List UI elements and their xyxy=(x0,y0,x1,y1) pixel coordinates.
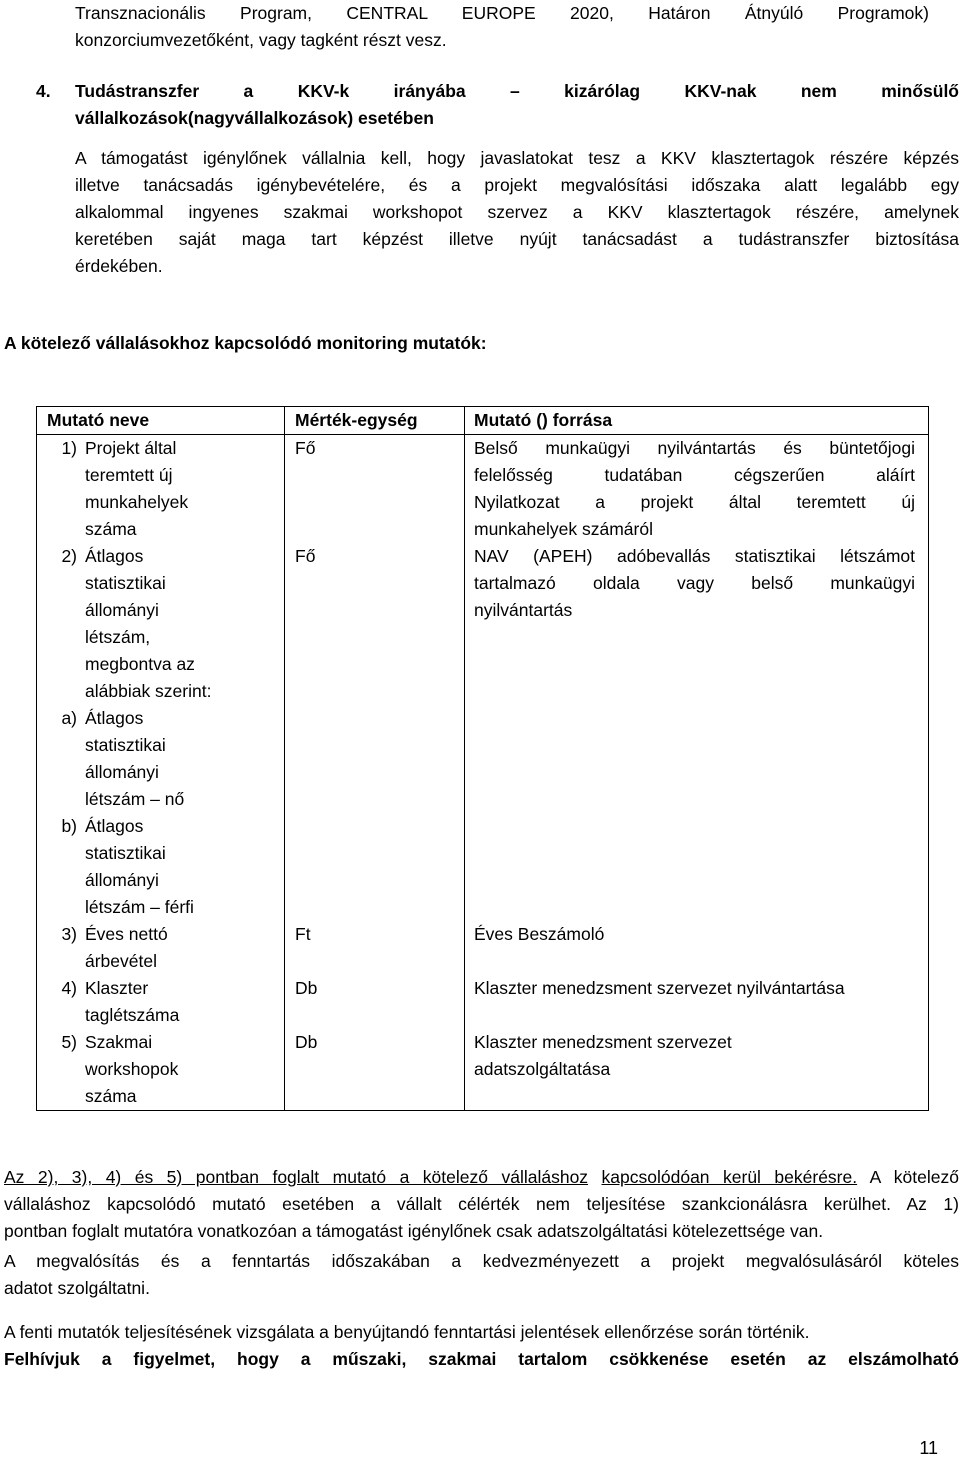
indicator-line: Projekt által xyxy=(85,438,177,458)
note-line-3: pontban foglalt mutatóra vonatkozóan a támogatást igénylőnek csak adatszolgáltatási kötelezettsége van. xyxy=(4,1221,824,1241)
indicator-line: Klaszter xyxy=(85,978,149,998)
indicator-item xyxy=(37,543,284,705)
indicator-line: létszám – nő xyxy=(85,789,185,809)
section-title xyxy=(75,78,959,132)
intro-paragraph xyxy=(75,0,929,54)
indicator-line: száma xyxy=(85,519,137,539)
section-body-line: keretében saját maga tart képzést illetve nyújt tanácsadást a tudástranszfer biztosítása xyxy=(75,229,959,249)
indicator-line: Éves nettó xyxy=(85,924,168,944)
warning-paragraph xyxy=(4,1346,959,1373)
indicator-item xyxy=(37,1029,284,1110)
source-line: nyilvántartás xyxy=(474,600,573,620)
table-row xyxy=(37,975,929,1029)
reporting-line-2: adatot szolgáltatni. xyxy=(4,1278,150,1298)
indicator-line: teremtett új xyxy=(85,465,173,485)
note-paragraph xyxy=(4,1164,959,1245)
indicator-number: b) xyxy=(61,816,77,836)
table-row xyxy=(37,1029,929,1111)
indicator-line: állományi xyxy=(85,870,159,890)
reporting-paragraph xyxy=(4,1248,959,1302)
indicator-line: száma xyxy=(85,1086,137,1106)
section-body-line: illetve tanácsadás igénybevételére, és a projekt megvalósítási időszaka alatt legalább egy xyxy=(75,175,959,195)
indicator-number: 1) xyxy=(61,438,77,458)
source-cell xyxy=(465,975,929,1029)
indicator-number: 2) xyxy=(61,546,77,566)
indicator-cell xyxy=(37,921,285,975)
evaluation-paragraph: A fenti mutatók teljesítésének vizsgálata a benyújtandó fenntartási jelentések ellenőrzése során történik. xyxy=(4,1322,810,1342)
table-row xyxy=(37,921,929,975)
note-underlined-2: kapcsolódóan kerül bekérésre. xyxy=(601,1167,858,1187)
note-underlined-1: Az 2), 3), 4) és 5) pontban foglalt mutató a kötelező vállaláshoz xyxy=(4,1167,589,1187)
indicator-text xyxy=(85,435,284,543)
source-cell xyxy=(465,1029,929,1111)
indicator-text xyxy=(85,1029,284,1110)
section-number: 4. xyxy=(36,81,51,101)
indicator-line: létszám – férfi xyxy=(85,897,194,917)
indicator-text xyxy=(85,975,284,1029)
indicator-line: megbontva az xyxy=(85,654,195,674)
indicator-line: statisztikai xyxy=(85,573,166,593)
unit-cell: Fő xyxy=(285,543,465,921)
indicator-cell xyxy=(37,435,285,544)
source-line: Éves Beszámoló xyxy=(474,924,605,944)
source-line: Belső munkaügyi nyilvántartás és büntetőjogi xyxy=(474,438,915,458)
intro-line-1: Transznacionális Program, CENTRAL EUROPE 2020, Határon Átnyúló Programok) xyxy=(75,3,929,23)
indicator-text xyxy=(85,813,284,921)
indicator-line: Átlagos xyxy=(85,816,144,836)
indicator-number: 5) xyxy=(61,1032,77,1052)
source-line: Klaszter menedzsment szervezet xyxy=(474,1032,732,1052)
indicator-line: Szakmai xyxy=(85,1032,153,1052)
source-line: Nyilatkozat a projekt által teremtett új xyxy=(474,492,915,512)
unit-cell: Db xyxy=(285,975,465,1029)
indicator-line: workshopok xyxy=(85,1059,179,1079)
note-rest: A kötelező xyxy=(857,1167,959,1187)
indicator-number: 3) xyxy=(61,924,77,944)
indicator-line: állományi xyxy=(85,600,159,620)
header-indicator-name: Mutató neve xyxy=(37,407,285,435)
monitoring-heading: A kötelező vállalásokhoz kapcsolódó monitoring mutatók: xyxy=(4,333,487,353)
header-unit: Mérték-egység xyxy=(285,407,465,435)
indicator-text xyxy=(85,543,284,705)
section-body-line: érdekében. xyxy=(75,256,163,276)
indicator-cell xyxy=(37,1029,285,1111)
indicator-cell xyxy=(37,975,285,1029)
source-cell xyxy=(465,921,929,975)
reporting-line-1: A megvalósítás és a fenntartás időszakában a kedvezményezett a projekt megvalósulásáról köteles xyxy=(4,1251,959,1271)
unit-cell: Db xyxy=(285,1029,465,1111)
indicator-line: alábbiak szerint: xyxy=(85,681,212,701)
note-line-1 xyxy=(4,1164,959,1191)
section-title-line-1: Tudástranszfer a KKV-k irányába – kizárólag KKV-nak nem minősülő xyxy=(75,81,959,101)
source-line: tartalmazó oldala vagy belső munkaügyi xyxy=(474,573,915,593)
unit-cell: Ft xyxy=(285,921,465,975)
indicator-line: Átlagos xyxy=(85,546,144,566)
section-body-line: A támogatást igénylőnek vállalnia kell, hogy javaslatokat tesz a KKV klasztertagok részére képzés xyxy=(75,148,959,168)
indicator-line: taglétszáma xyxy=(85,1005,180,1025)
source-cell xyxy=(465,543,929,921)
intro-line-2: konzorciumvezetőként, vagy tagként részt vesz. xyxy=(75,30,447,50)
indicator-subitem xyxy=(37,813,284,921)
header-source: Mutató () forrása xyxy=(465,407,929,435)
source-line: adatszolgáltatása xyxy=(474,1059,611,1079)
section-title-line-2: vállalkozások(nagyvállalkozások) esetében xyxy=(75,108,434,128)
indicator-number: a) xyxy=(61,708,77,728)
table-row xyxy=(37,543,929,921)
indicator-subitem xyxy=(37,705,284,813)
indicator-item xyxy=(37,921,284,975)
source-line: NAV (APEH) adóbevallás statisztikai létszámot xyxy=(474,546,915,566)
indicator-line: létszám, xyxy=(85,627,151,647)
indicator-text xyxy=(85,705,284,813)
source-line: munkahelyek számáról xyxy=(474,519,653,539)
indicator-line: állományi xyxy=(85,762,159,782)
indicator-line: statisztikai xyxy=(85,843,166,863)
indicator-line: munkahelyek xyxy=(85,492,189,512)
note-line-2: vállaláshoz kapcsolódó mutató esetében a vállalt célérték nem teljesítése szankcionálásra kerülhet. Az 1) xyxy=(4,1194,959,1214)
source-line: felelősség tudatában cégszerűen aláírt xyxy=(474,465,915,485)
table-row xyxy=(37,435,929,544)
indicator-line: árbevétel xyxy=(85,951,157,971)
indicator-item xyxy=(37,975,284,1029)
page-number: 11 xyxy=(919,1438,938,1458)
table-header-row xyxy=(37,407,929,435)
monitoring-table xyxy=(36,406,929,1111)
source-line: Klaszter menedzsment szervezet nyilvántartása xyxy=(474,978,845,998)
indicator-cell xyxy=(37,543,285,921)
unit-cell: Fő xyxy=(285,435,465,544)
indicator-item xyxy=(37,435,284,543)
source-cell xyxy=(465,435,929,544)
section-body-line: alkalommal ingyenes szakmai workshopot szervez a KKV klasztertagok részére, amelynek xyxy=(75,202,959,222)
indicator-line: statisztikai xyxy=(85,735,166,755)
indicator-text xyxy=(85,921,284,975)
warning-line: Felhívjuk a figyelmet, hogy a műszaki, szakmai tartalom csökkenése esetén az elszámolható xyxy=(4,1349,959,1369)
indicator-line: Átlagos xyxy=(85,708,144,728)
indicator-number: 4) xyxy=(61,978,77,998)
section-body xyxy=(75,145,959,280)
